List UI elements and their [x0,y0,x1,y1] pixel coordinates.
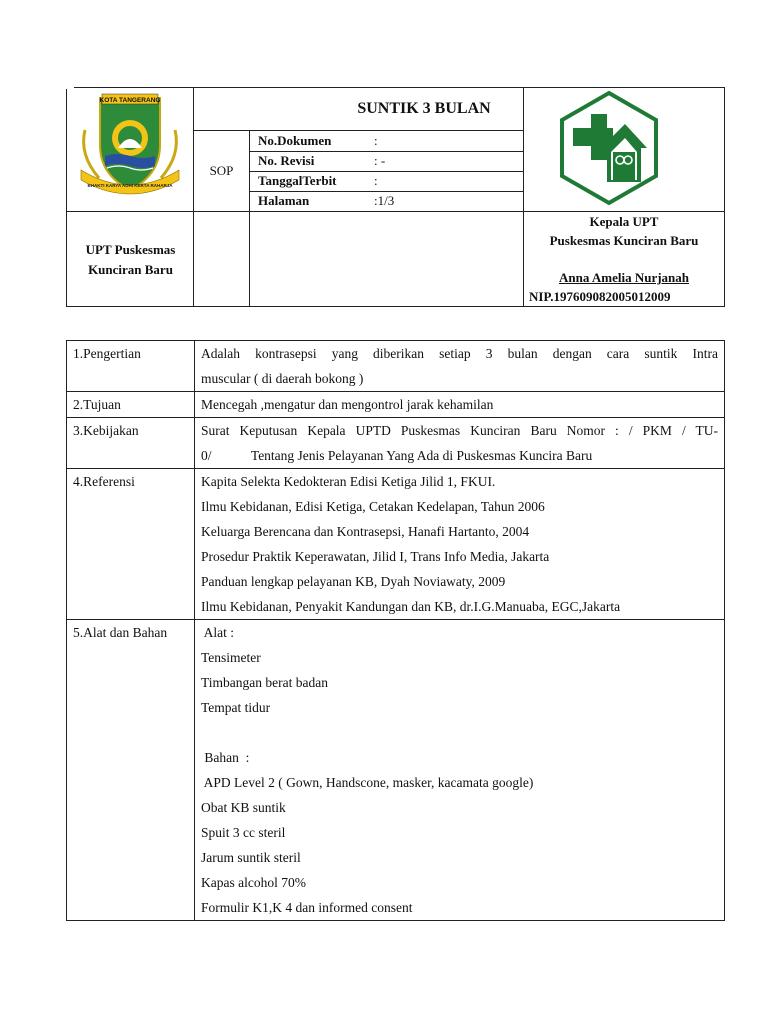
row-label: 1.Pengertian [67,341,195,392]
spacer [201,720,718,745]
table-row [67,469,725,620]
kota-tangerang-emblem-icon [75,90,185,200]
bahan-item: Obat KB suntik [201,800,286,815]
content-line [201,443,718,468]
table-row [67,620,725,921]
kota-tangerang-logo [75,90,185,200]
reference-item: Prosedur Praktik Keperawatan, Jilid I, Trans Info Media, Jakarta [201,549,550,564]
alat-item: Timbangan berat badan [201,675,328,690]
bahan-item: Formulir K1,K 4 dan informed consent [201,900,413,915]
row-content [195,469,725,620]
meta-value: : [374,133,378,148]
bahan-item: Kapas alcohol 70% [201,875,306,890]
meta-key: Halaman [258,193,310,208]
alat-item: Tempat tidur [201,700,271,715]
row-content [195,620,725,921]
meta-value: : - [374,153,386,168]
content-fragment: 0/ [201,448,212,463]
row-content [195,341,725,392]
sop-content-table [66,340,725,921]
table-row [67,341,725,392]
head-office: Puskesmas Kunciran Baru [549,233,699,248]
sop-header-table [66,87,725,307]
row-label: 3.Kebijakan [67,418,195,469]
row-content [195,418,725,469]
puskesmas-cross-icon [557,90,661,206]
table-row [67,392,725,418]
head-name: Anna Amelia Nurjanah [558,270,690,285]
sop-label: SOP [209,163,234,178]
alat-item: Tensimeter [201,650,261,665]
bahan-item: Jarum suntik steril [201,850,301,865]
head-nip: NIP.197609082005012009 [529,289,671,304]
content-line: muscular ( di daerah bokong ) [201,371,364,386]
head-signature-block [523,212,725,308]
reference-item: Ilmu Kebidanan, Edisi Ketiga, Cetakan Kedelapan, Tahun 2006 [201,499,545,514]
unit-line: UPT Puskesmas [85,242,176,257]
content-fragment: Tentang Jenis Pelayanan Yang Ada di Puskesmas Kuncira Baru [250,448,593,463]
logo-city-text: KOTA TANGERANG [99,97,161,104]
row-content [195,392,725,418]
table-row [67,418,725,469]
meta-value: :1/3 [374,193,395,208]
logo-motto: BHAKTI KARYA ADHI KERTA RAHARJA [87,183,173,188]
meta-key: No.Dokumen [258,133,332,148]
bahan-item: Spuit 3 cc steril [201,825,286,840]
meta-no-dokumen [250,131,523,151]
reference-item: Keluarga Berencana dan Kontrasepsi, Hanafi Hartanto, 2004 [201,524,530,539]
unit-name [67,212,194,308]
reference-item: Ilmu Kebidanan, Penyakit Kandungan dan KB, dr.I.G.Manuaba, EGC,Jakarta [201,599,621,614]
puskesmas-logo [557,90,661,206]
row-label: 5.Alat dan Bahan [67,620,195,921]
reference-item: Kapita Selekta Kedokteran Edisi Ketiga Jilid 1, FKUI. [201,474,496,489]
document-title: SUNTIK 3 BULAN [357,100,491,117]
meta-value: : [374,173,378,188]
content-line: Mencegah ,mengatur dan mengontrol jarak kehamilan [201,397,494,412]
row-label: 2.Tujuan [67,392,195,418]
alat-heading: Alat : [201,625,234,640]
content-line: Surat Keputusan Kepala UPTD Puskesmas Kunciran Baru Nomor : / PKM / TU- [201,423,718,438]
meta-tanggal-terbit [250,171,523,191]
head-title: Kepala UPT [589,214,659,229]
meta-key: No. Revisi [258,153,315,168]
meta-key: TanggalTerbit [258,173,337,188]
row-label: 4.Referensi [67,469,195,620]
meta-halaman [250,191,523,211]
unit-line: Kunciran Baru [88,262,173,277]
corner-gap [66,87,74,89]
reference-item: Panduan lengkap pelayanan KB, Dyah Noviawaty, 2009 [201,574,506,589]
bahan-heading: Bahan : [201,750,250,765]
content-line: Adalah kontrasepsi yang diberikan setiap 3 bulan dengan cara suntik Intra [201,346,718,361]
bahan-item: APD Level 2 ( Gown, Handscone, masker, kacamata google) [201,775,534,790]
meta-no-revisi [250,151,523,171]
